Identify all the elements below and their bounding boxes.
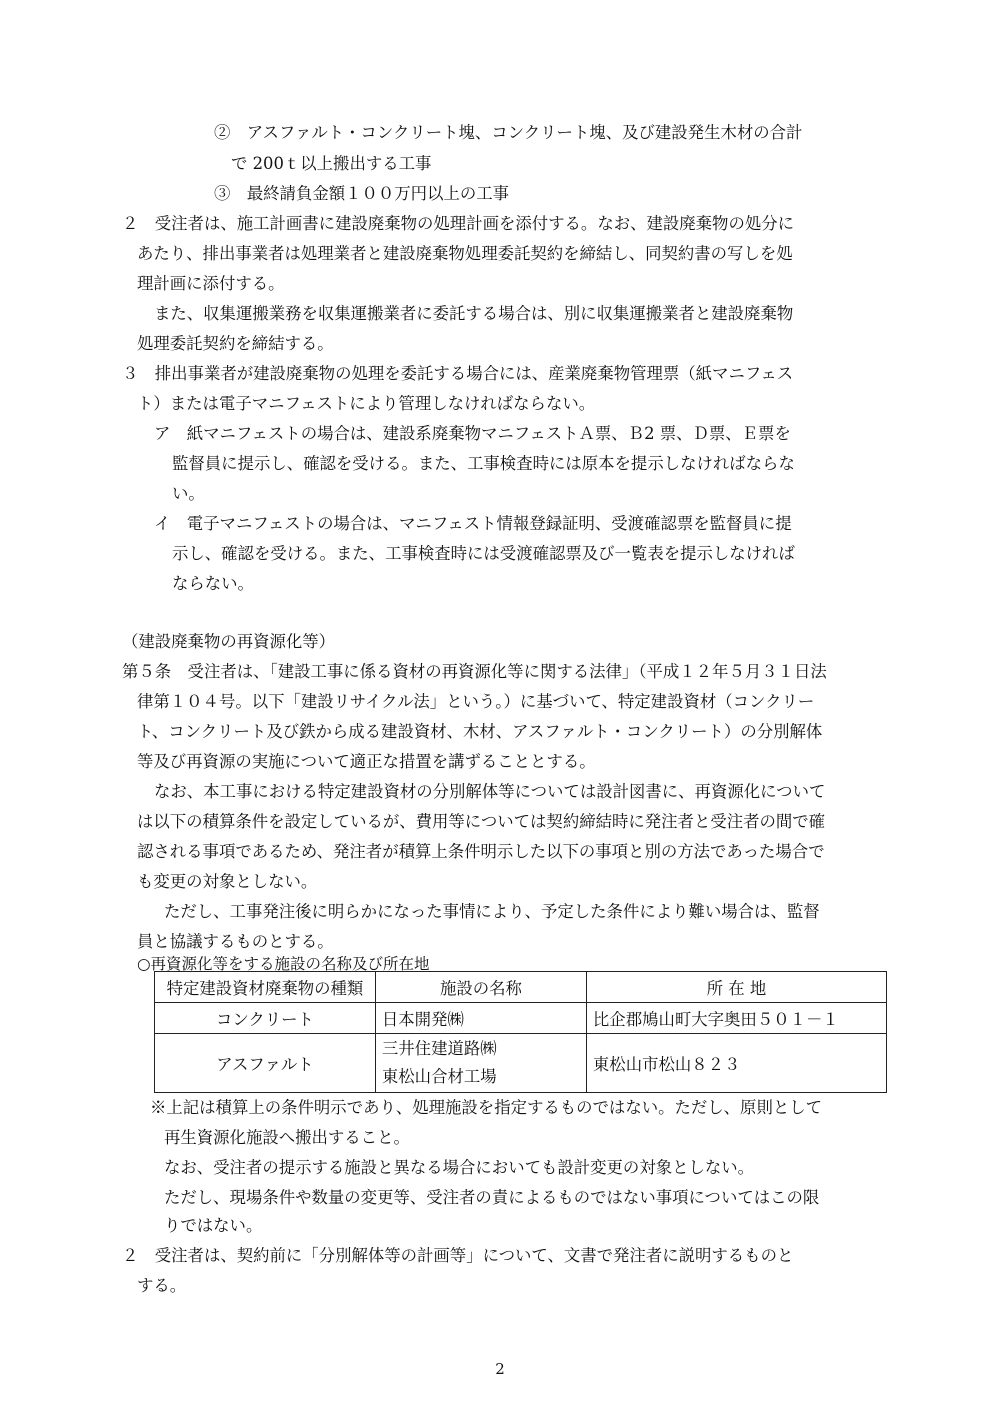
table-note-sub: なお、受注者の提示する施設と異なる場合においても設計変更の対象としない。 [164, 1158, 755, 1177]
list-item-2-cont: で 200ｔ以上搬出する工事 [231, 154, 432, 173]
column-header-address: 所 在 地 [586, 972, 886, 1003]
article-5: 第５条 受注者は、「建設工事に係る資材の再資源化等に関する法律」（平成１２年５月３１日法 [122, 662, 827, 681]
page-number: 2 [495, 1360, 505, 1378]
facility-name-line: 三井住建道路㈱ [381, 1039, 497, 1058]
cell-type: アスファルト [155, 1034, 376, 1093]
table-note-cont: 再生資源化施設へ搬出すること。 [164, 1128, 410, 1147]
article-5-para-2: ２ 受注者は、契約前に「分別解体等の計画等」について、文書で発注者に説明するものと [122, 1246, 794, 1265]
article-5-note-cont: も変更の対象としない。 [137, 872, 318, 891]
facility-table [154, 971, 887, 1093]
table-row [155, 1034, 887, 1093]
table-header-row [155, 972, 887, 1003]
article-5-cont: 等及び再資源の実施について適正な措置を講ずることとする。 [137, 752, 596, 771]
para-2-sub-cont: 処理委託契約を締結する。 [137, 334, 334, 353]
table-note-sub-cont: りではない。 [164, 1216, 263, 1235]
table-note-sub: ただし、現場条件や数量の変更等、受注者の責によるものではない事項についてはこの限 [164, 1188, 820, 1207]
article-5-note-cont: 認される事項であるため、発注者が積算上条件明示した以下の事項と別の方法であった場合で [137, 842, 825, 861]
column-header-type: 特定建設資材廃棄物の種類 [155, 972, 376, 1003]
cell-address: 東松山市松山８２３ [586, 1034, 886, 1093]
para-2-cont: 理計画に添付する。 [137, 274, 285, 293]
article-5-note: なお、本工事における特定建設資材の分別解体等については設計図書に、再資源化について [154, 782, 826, 801]
item-i-cont: ならない。 [172, 574, 254, 593]
para-3-cont: ト）または電子マニフェストにより管理しなければならない。 [137, 394, 596, 413]
table-row [155, 1003, 887, 1034]
item-i-cont: 示し、確認を受ける。また、工事検査時には受渡確認票及び一覧表を提示しなければ [172, 544, 795, 563]
item-a-cont: 監督員に提示し、確認を受ける。また、工事検査時には原本を提示しなければならな [172, 454, 795, 473]
article-5-cont: ト、コンクリート及び鉄から成る建設資材、木材、アスファルト・コンクリート）の分別解体 [137, 722, 823, 741]
para-3: ３ 排出事業者が建設廃棄物の処理を委託する場合には、産業廃棄物管理票（紙マニフェス [122, 364, 794, 383]
para-2-sub: また、収集運搬業務を収集運搬業者に委託する場合は、別に収集運搬業者と建設廃棄物 [154, 304, 794, 323]
item-a: ア 紙マニフェストの場合は、建設系廃棄物マニフェストＡ票、Ｂ2 票、Ｄ票、Ｅ票を [154, 424, 791, 443]
cell-facility [375, 1034, 586, 1093]
facility-name-line: 東松山合材工場 [381, 1067, 497, 1086]
section-heading: （建設廃棄物の再資源化等） [122, 632, 336, 651]
column-header-facility: 施設の名称 [375, 972, 586, 1003]
facility-list-heading: ○再資源化等をする施設の名称及び所在地 [137, 955, 430, 973]
article-5-proviso: ただし、工事発注後に明らかになった事情により、予定した条件により難い場合は、監督 [164, 902, 820, 921]
article-5-cont: 律第１０４号。以下「建設リサイクル法」という。）に基づいて、特定建設資材（コンクリー [137, 692, 815, 711]
item-i: イ 電子マニフェストの場合は、マニフェスト情報登録証明、受渡確認票を監督員に提 [154, 514, 792, 533]
cell-address: 比企郡鳩山町大字奥田５０１－１ [586, 1003, 886, 1034]
list-item-3: ③ 最終請負金額１００万円以上の工事 [214, 184, 510, 203]
article-5-note-cont: は以下の積算条件を設定しているが、費用等については契約締結時に発注者と受注者の間で確 [137, 812, 826, 831]
cell-facility: 日本開発㈱ [375, 1003, 586, 1034]
cell-type: コンクリート [155, 1003, 376, 1034]
para-2: ２ 受注者は、施工計画書に建設廃棄物の処理計画を添付する。なお、建設廃棄物の処分に [122, 214, 795, 233]
table-note: ※上記は積算上の条件明示であり、処理施設を指定するものではない。ただし、原則として [150, 1098, 823, 1117]
para-2-cont: あたり、排出事業者は処理業者と建設廃棄物処理委託契約を締結し、同契約書の写しを処 [137, 244, 793, 263]
article-5-para-2-cont: する。 [137, 1276, 187, 1295]
item-a-cont: い。 [172, 484, 205, 503]
list-item-2: ② アスファルト・コンクリート塊、コンクリート塊、及び建設発生木材の合計 [214, 123, 803, 142]
article-5-proviso-cont: 員と協議するものとする。 [137, 932, 334, 951]
